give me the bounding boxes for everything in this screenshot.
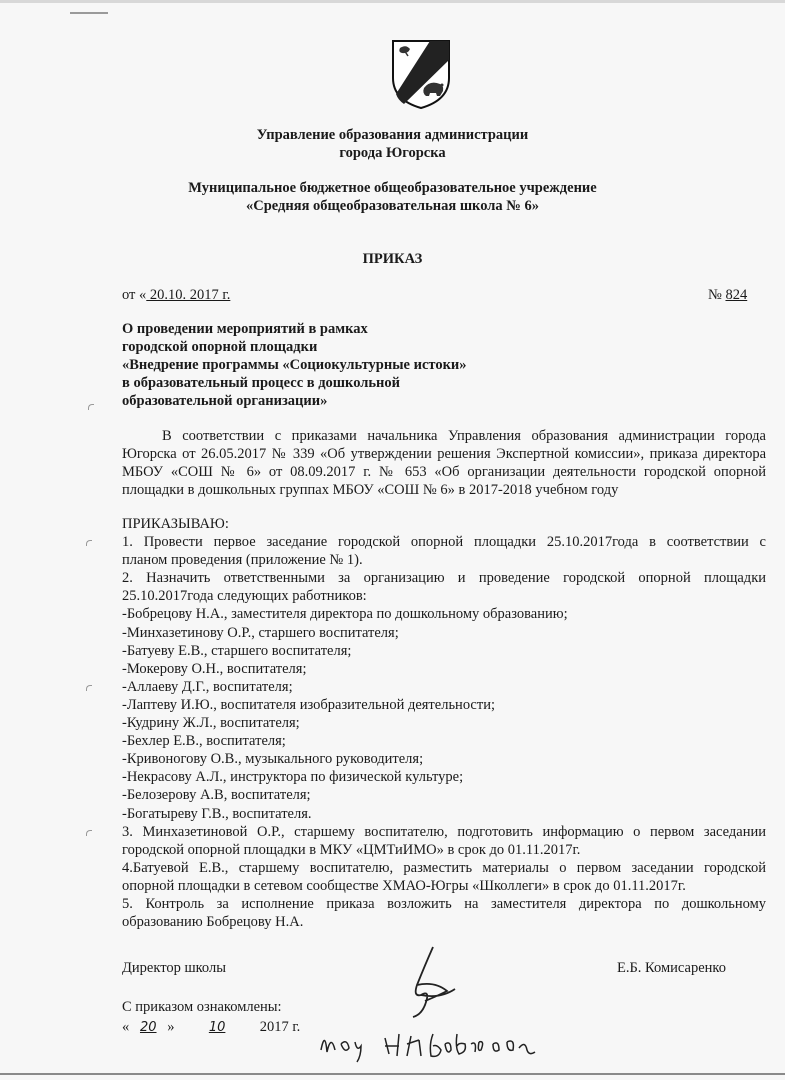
ack-label: С приказом ознакомлены: <box>122 999 282 1015</box>
body-line: -Минхазетинову О.Р., старшего воспитателя; <box>122 624 399 641</box>
handwritten-acknowledgement <box>315 1020 575 1065</box>
body-line: образованию Бобрецову Н.А. <box>122 914 304 931</box>
ack-month: 10 <box>208 1020 226 1035</box>
subject-line: городской опорной площадки <box>122 339 318 355</box>
handwritten-note: Ноу Н.А Бобрецова <box>315 1020 324 1021</box>
org-line-2: города Югорска <box>339 145 446 161</box>
body-line: 4.Батуевой Е.В., старшему воспитателю, разместить материалы о первом заседании городской <box>122 859 766 876</box>
school-line-2: «Средняя общеобразовательная школа № 6» <box>246 198 539 214</box>
body-line: -Богатыреву Г.В., воспитателя. <box>122 805 312 822</box>
ack-date: « 20 » 10 2017 г. <box>122 1017 300 1038</box>
body-line: 25.10.2017года следующих работников: <box>122 588 367 605</box>
body-line: 5. Контроль за исполнение приказа возложить на заместителя директора по дошкольному <box>122 895 766 912</box>
date-value: 20.10. 2017 г. <box>146 287 231 303</box>
body-line: планом проведения (приложение № 1). <box>122 552 363 569</box>
ack-day: 20 <box>139 1020 157 1035</box>
signature-name: Е.Б. Комисаренко <box>617 960 726 976</box>
order-subject <box>122 320 467 410</box>
scan-bottom-edge <box>0 1073 785 1075</box>
body-line: 1. Провести первое заседание городской опорной площадки 25.10.2017года в соответствии с <box>122 534 766 551</box>
body-line: -Кудрину Ж.Л., воспитателя; <box>122 715 300 732</box>
scan-artifact <box>88 404 94 410</box>
body-line: -Аллаеву Д.Г., воспитателя; <box>122 678 293 695</box>
order-body <box>122 515 766 931</box>
body-line: опорной площадки в сетевом сообществе ХМАО-Югры «Школлеги» в срок до 01.11.2017г. <box>122 877 686 894</box>
body-line: -Бехлер Е.В., воспитателя; <box>122 733 286 750</box>
coat-of-arms-emblem <box>390 38 452 110</box>
school-header <box>0 179 785 215</box>
body-line: -Батуеву Е.В., старшего воспитателя; <box>122 642 352 659</box>
intro-paragraph: В соответствии с приказами начальника Управления образования администрации города Югорска от 26.05.2017 № 339 «Об утверждении решения Экспертной комиссии», приказа директора МБОУ «СОШ № 6» от 08.09.2017 г. № 653 «Об организации деятельности городской опорной площадки в дошкольных группах МБОУ «СОШ № 6» в 2017-2018 учебном году <box>122 428 766 498</box>
org-line-1: Управление образования администрации <box>256 127 529 143</box>
subject-line: О проведении мероприятий в рамках <box>122 321 368 337</box>
org-header <box>0 126 785 162</box>
director-signature <box>395 945 475 1020</box>
body-line: -Мокерову О.Н., воспитателя; <box>122 660 307 677</box>
subject-line: образовательной организации» <box>122 393 328 409</box>
school-line-1: Муниципальное бюджетное общеобразовательное учреждение <box>188 180 597 196</box>
scan-artifact <box>70 12 108 14</box>
order-number <box>708 287 747 304</box>
subject-line: в образовательный процесс в дошкольной <box>122 375 401 391</box>
body-line: ПРИКАЗЫВАЮ: <box>122 516 229 532</box>
body-line: -Белозерову А.В, воспитателя; <box>122 787 311 804</box>
body-line: городской опорной площадки в МКУ «ЦМТиИМО» в срок до 01.11.2017г. <box>122 841 581 858</box>
body-line: -Бобрецову Н.А., заместителя директора по дошкольному образованию; <box>122 606 568 623</box>
subject-line: «Внедрение программы «Социокультурные истоки» <box>122 357 467 373</box>
signature-position: Директор школы <box>122 960 226 976</box>
body-line: 2. Назначить ответственными за организацию и проведение городской опорной площадки <box>122 570 766 587</box>
body-line: 3. Минхазетиновой О.Р., старшему воспитателю, подготовить информацию о первом заседании <box>122 823 766 840</box>
date-prefix: от « <box>122 287 147 303</box>
number-prefix: № <box>708 287 726 303</box>
scan-artifact <box>86 830 92 836</box>
order-date <box>122 287 230 304</box>
acknowledgement <box>122 997 300 1038</box>
body-line: -Некрасову А.Л., инструктора по физической культуре; <box>122 769 464 786</box>
scan-artifact <box>86 685 92 691</box>
scan-top-edge <box>0 0 785 3</box>
document-title: ПРИКАЗ <box>362 251 423 267</box>
scan-artifact <box>86 540 92 546</box>
number-value: 824 <box>725 287 748 303</box>
body-line: -Кривоногову О.В., музыкального руководителя; <box>122 751 424 768</box>
body-line: -Лаптеву И.Ю., воспитателя изобразительной деятельности; <box>122 696 495 713</box>
